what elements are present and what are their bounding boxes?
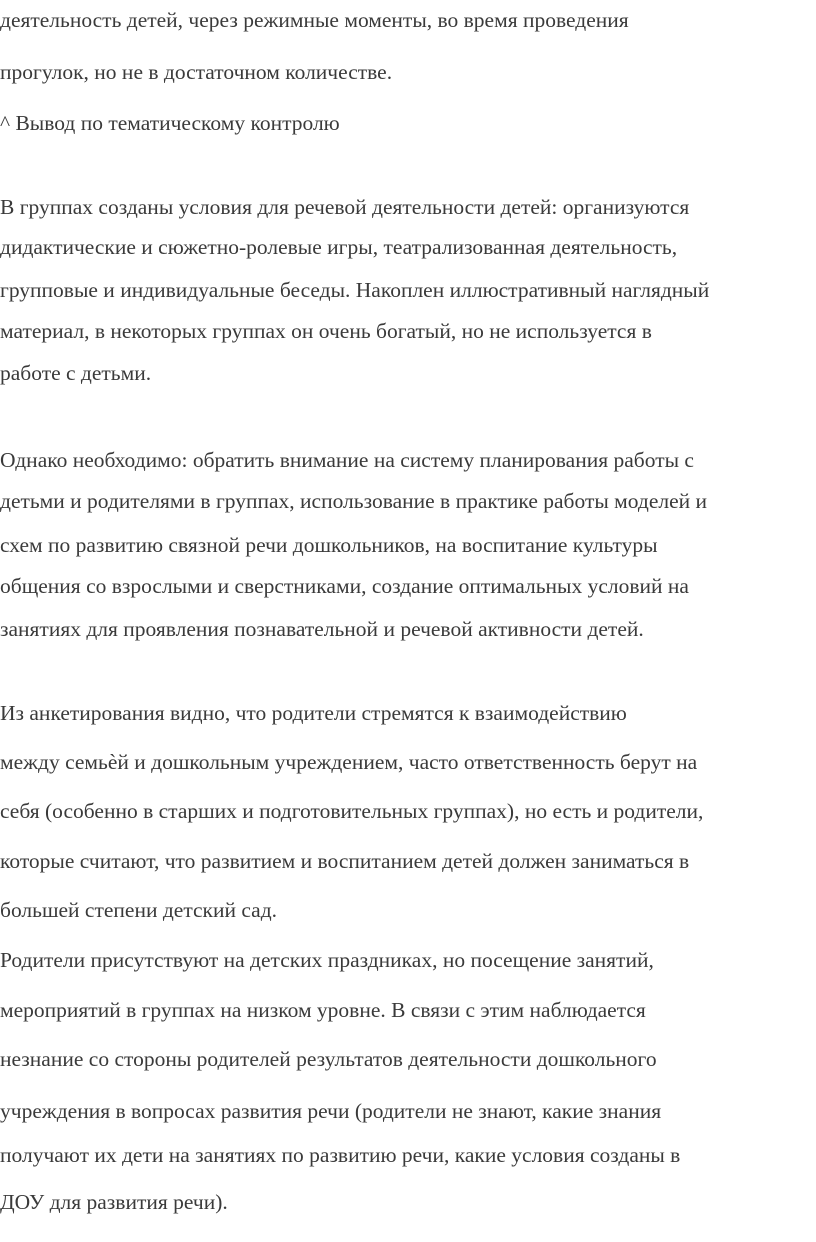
text-line: схем по развитию связной речи дошкольников, на воспитание культуры [0, 533, 658, 557]
text-line: Родители присутствуют на детских праздниках, но посещение занятий, [0, 948, 654, 972]
text-line: Из анкетирования видно, что родители стремятся к взаимодействию [0, 701, 627, 725]
text-line: мероприятий в группах на низком уровне. В связи с этим наблюдается [0, 998, 646, 1022]
text-line: работе с детьми. [0, 361, 152, 385]
text-line: общения со взрослыми и сверстниками, создание оптимальных условий на [0, 574, 689, 598]
text-line: незнание со стороны родителей результатов деятельности дошкольного [0, 1047, 657, 1071]
text-line: деятельность детей, через режимные моменты, во время проведения [0, 8, 629, 32]
text-line: занятиях для проявления познавательной и речевой активности детей. [0, 617, 644, 641]
text-line: групповые и индивидуальные беседы. Накоплен иллюстративный наглядный [0, 278, 710, 302]
text-line: дидактические и сюжетно-ролевые игры, театрализованная деятельность, [0, 235, 678, 259]
text-line: прогулок, но не в достаточном количестве. [0, 60, 393, 84]
text-line: себя (особенно в старших и подготовительных группах), но есть и родители, [0, 799, 704, 823]
text-line: Однако необходимо: обратить внимание на систему планирования работы с [0, 448, 694, 472]
text-line: получают их дети на занятиях по развитию речи, какие условия созданы в [0, 1143, 681, 1167]
section-heading: ^ Вывод по тематическому контролю [0, 111, 340, 135]
text-line: которые считают, что развитием и воспитанием детей должен заниматься в [0, 849, 690, 873]
text-line: ДОУ для развития речи). [0, 1190, 228, 1214]
text-line: большей степени детский сад. [0, 898, 278, 922]
text-line: материал, в некоторых группах он очень богатый, но не используется в [0, 319, 652, 343]
text-line: В группах созданы условия для речевой деятельности детей: организуются [0, 195, 690, 219]
text-line: учреждения в вопросах развития речи (родители не знают, какие знания [0, 1099, 662, 1123]
text-line: детьми и родителями в группах, использование в практике работы моделей и [0, 489, 708, 513]
text-line: между семьѐй и дошкольным учреждением, часто ответственность берут на [0, 750, 698, 774]
